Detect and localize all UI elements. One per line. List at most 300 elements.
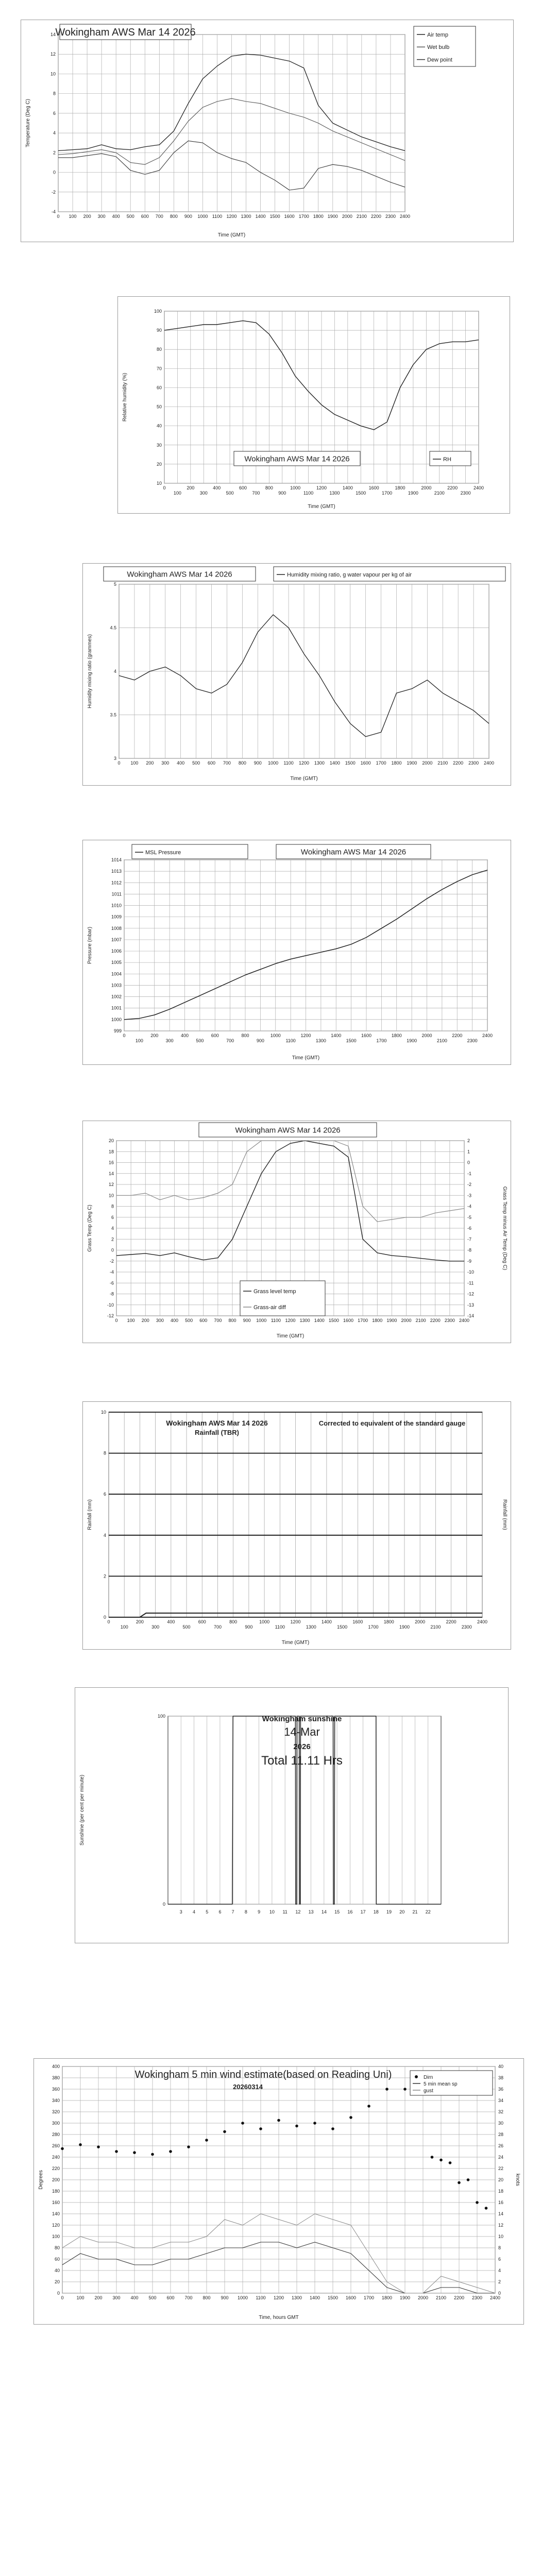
panel-mixing-ratio (82, 563, 511, 786)
x-tick-label: 100 (135, 1038, 143, 1043)
legend-label: Grass-air diff (253, 1304, 286, 1311)
x-tick-label: 3 (179, 1909, 182, 1914)
x-tick-label: 2300 (385, 214, 396, 219)
y-right-tick-label: -11 (467, 1280, 474, 1286)
legend-label: MSL Pressure (145, 850, 181, 856)
x-axis-label: Time (GMT) (290, 776, 318, 782)
y-right-tick-label: 4 (498, 2268, 501, 2273)
y-tick-label: 1004 (111, 971, 122, 977)
direction-point (151, 2153, 154, 2156)
y-right-tick-label: 26 (498, 2143, 504, 2148)
y-tick-label: 40 (54, 2268, 60, 2273)
chart-mixing-ratio (83, 564, 511, 785)
x-tick-label: 1700 (358, 1318, 368, 1323)
y-tick-label: 10 (100, 1410, 106, 1415)
x-tick-label: 1000 (290, 485, 301, 490)
x-tick-label: 100 (69, 214, 77, 219)
y-tick-label: 14 (50, 32, 56, 37)
y-tick-label: 10 (156, 481, 162, 486)
y-right-tick-label: -7 (467, 1236, 472, 1242)
y-tick-label: 1006 (111, 948, 122, 954)
x-tick-label: 2200 (430, 1318, 441, 1323)
x-tick-label: 300 (161, 760, 170, 766)
y-tick-label: 60 (54, 2257, 60, 2262)
x-tick-label: 1100 (275, 1624, 285, 1630)
x-tick-label: 1300 (314, 760, 325, 766)
x-tick-label: 500 (226, 490, 234, 496)
y-tick-label: 30 (156, 442, 162, 448)
y-tick-label: 0 (111, 1247, 114, 1253)
chart-pressure (83, 840, 511, 1064)
x-tick-label: 2300 (471, 2295, 483, 2300)
y-right-tick-label: -5 (467, 1214, 472, 1220)
y-tick-label: 1012 (111, 880, 122, 886)
x-tick-label: 500 (182, 1624, 191, 1630)
y-tick-label: 320 (52, 2109, 60, 2114)
y-tick-label: 260 (52, 2143, 60, 2148)
chart-title: Wokingham AWS Mar 14 2026 (244, 454, 350, 464)
x-tick-label: 1500 (269, 214, 280, 219)
y-tick-label: 4 (111, 1226, 114, 1231)
x-tick-label: 1600 (368, 485, 379, 490)
x-tick-label: 1900 (327, 214, 338, 219)
x-tick-label: 1400 (329, 760, 340, 766)
x-axis-label: Time (GMT) (292, 1055, 320, 1061)
y-tick-label: 380 (52, 2075, 60, 2080)
direction-point (349, 2116, 352, 2119)
x-tick-label: 500 (185, 1318, 193, 1323)
x-tick-label: 1200 (285, 1318, 296, 1323)
direction-point (403, 2088, 407, 2091)
direction-point (439, 2159, 443, 2162)
y-tick-label: 90 (156, 328, 162, 333)
panel-sunshine (75, 1687, 509, 1943)
x-tick-label: 900 (245, 1624, 253, 1630)
direction-point (115, 2150, 118, 2153)
x-tick-label: 1400 (309, 2295, 320, 2300)
x-tick-label: 600 (239, 485, 247, 490)
y-right-tick-label: 1 (467, 1149, 470, 1155)
y-tick-label: 0 (103, 1615, 106, 1620)
y-right-tick-label: 16 (498, 2200, 504, 2205)
direction-point (458, 2181, 461, 2184)
x-tick-label: 5 (206, 1909, 209, 1914)
x-tick-label: 2100 (356, 214, 367, 219)
y-tick-label: -4 (109, 1269, 114, 1275)
x-tick-label: 2000 (342, 214, 352, 219)
y-tick-label: 100 (52, 2234, 60, 2239)
y-tick-label: 360 (52, 2087, 60, 2092)
x-tick-label: 13 (308, 1909, 314, 1914)
x-tick-label: 400 (167, 1619, 175, 1624)
legend-label: Dirn (424, 2075, 433, 2080)
x-tick-label: 200 (94, 2295, 103, 2300)
x-tick-label: 2200 (447, 485, 458, 490)
x-tick-label: 400 (213, 485, 221, 490)
x-tick-label: 1500 (327, 2295, 339, 2300)
x-tick-label: 400 (130, 2295, 139, 2300)
x-tick-label: 12 (295, 1909, 301, 1914)
y-tick-label: -2 (51, 189, 56, 195)
x-tick-label: 2100 (436, 1038, 447, 1043)
chart-title: Wokingham AWS Mar 14 2026 (235, 1126, 341, 1135)
direction-point (449, 2161, 452, 2164)
y-tick-label: 1011 (111, 891, 122, 897)
y-right-tick-label: -1 (467, 1171, 472, 1176)
x-tick-label: 200 (150, 1033, 159, 1038)
chart-subtitle: 20260314 (233, 2083, 263, 2091)
y-tick-label: -2 (109, 1258, 114, 1264)
y-tick-label: 2 (103, 1573, 106, 1579)
y-tick-label: 8 (103, 1450, 106, 1456)
panel-humidity (117, 296, 510, 514)
x-tick-label: 600 (141, 214, 149, 219)
x-tick-label: 1700 (376, 760, 386, 766)
chart-wind (34, 2059, 523, 2324)
y-tick-label: 1007 (111, 937, 122, 942)
y-tick-label: 14 (108, 1171, 114, 1176)
x-tick-label: 400 (177, 760, 185, 766)
y-tick-label: 0 (162, 1902, 165, 1907)
x-tick-label: 1300 (315, 1038, 326, 1043)
x-tick-label: 1800 (383, 1619, 394, 1624)
x-tick-label: 800 (228, 1318, 236, 1323)
x-tick-label: 0 (61, 2295, 64, 2300)
x-tick-label: 1000 (256, 1318, 267, 1323)
y-right-tick-label: 0 (498, 2291, 501, 2296)
x-tick-label: 1300 (329, 490, 340, 496)
y-tick-label: 10 (108, 1193, 114, 1198)
y-right-tick-label: -12 (467, 1291, 475, 1297)
x-tick-label: 1100 (256, 2295, 266, 2300)
x-tick-label: 4 (192, 1909, 195, 1914)
x-tick-label: 1900 (386, 1318, 397, 1323)
x-tick-label: 2400 (482, 1033, 493, 1038)
x-tick-label: 16 (347, 1909, 353, 1914)
chart-grass-temp (83, 1121, 511, 1343)
y-axis-label: Relative humidity (%) (122, 372, 128, 422)
y-tick-label: 4 (103, 1532, 106, 1538)
x-tick-label: 700 (226, 1038, 234, 1043)
y-tick-label: 6 (53, 110, 56, 116)
x-tick-label: 0 (57, 214, 60, 219)
direction-point (133, 2151, 136, 2154)
x-tick-label: 10 (269, 1909, 275, 1914)
y-tick-label: 3 (113, 756, 116, 761)
chart-note: Corrected to equivalent of the standard gauge (318, 1419, 466, 1427)
y-right-tick-label: 22 (498, 2166, 504, 2171)
y-right-axis-label: Rainfall (mm) (502, 1499, 508, 1530)
x-tick-label: 300 (199, 490, 208, 496)
x-tick-label: 1100 (303, 490, 314, 496)
y-right-tick-label: -2 (467, 1182, 472, 1187)
x-tick-label: 700 (214, 1318, 222, 1323)
chart-title: Wokingham AWS Mar 14 2026 (127, 570, 232, 579)
y-tick-label: 1001 (111, 1005, 122, 1011)
x-tick-label: 11 (282, 1909, 288, 1914)
y-right-axis-label: knots (515, 2174, 520, 2186)
y-tick-label: 200 (52, 2177, 60, 2182)
y-right-tick-label: 24 (498, 2155, 504, 2160)
x-tick-label: 500 (192, 760, 200, 766)
y-tick-label: 1000 (111, 1016, 122, 1022)
y-right-tick-label: -9 (467, 1258, 472, 1264)
y-tick-label: 12 (108, 1182, 114, 1187)
x-tick-label: 300 (151, 1624, 160, 1630)
x-tick-label: 100 (76, 2295, 84, 2300)
x-tick-label: 1600 (345, 2295, 357, 2300)
y-tick-label: -4 (51, 209, 56, 214)
direction-point (79, 2143, 82, 2146)
y-tick-label: 140 (52, 2211, 60, 2216)
y-axis-label: Rainfall (mm) (87, 1499, 93, 1530)
x-tick-label: 600 (198, 1619, 206, 1624)
x-tick-label: 400 (170, 1318, 179, 1323)
y-tick-label: 3.5 (110, 712, 116, 718)
chart-sunshine (75, 1688, 508, 1943)
y-right-tick-label: 40 (498, 2064, 504, 2069)
y-right-tick-label: 38 (498, 2075, 504, 2080)
x-tick-label: 19 (386, 1909, 392, 1914)
x-tick-label: 900 (253, 760, 262, 766)
x-tick-label: 200 (141, 1318, 149, 1323)
x-tick-label: 1900 (408, 490, 418, 496)
x-tick-label: 1900 (407, 760, 417, 766)
direction-point (277, 2119, 280, 2122)
direction-point (476, 2201, 479, 2204)
x-tick-label: 2400 (483, 760, 495, 766)
x-tick-label: 1800 (391, 1033, 402, 1038)
y-tick-label: 4 (113, 669, 116, 674)
y-tick-label: 220 (52, 2166, 60, 2171)
x-tick-label: 1400 (255, 214, 266, 219)
x-tick-label: 2100 (437, 760, 448, 766)
y-right-tick-label: -3 (467, 1193, 472, 1198)
x-tick-label: 1800 (391, 760, 402, 766)
direction-point (313, 2122, 316, 2125)
y-tick-label: -6 (109, 1280, 114, 1286)
x-tick-label: 2000 (421, 1033, 432, 1038)
legend-label: Air temp (427, 31, 448, 38)
x-tick-label: 1700 (382, 490, 393, 496)
x-tick-label: 9 (258, 1909, 261, 1914)
panel-pressure (82, 840, 511, 1065)
x-tick-label: 1300 (291, 2295, 302, 2300)
y-tick-label: 1014 (111, 857, 122, 862)
x-tick-label: 700 (155, 214, 163, 219)
x-tick-label: 500 (196, 1038, 204, 1043)
y-right-axis-label: Grass Temp minus Air Temp (Deg C) (502, 1186, 508, 1270)
x-tick-label: 1600 (284, 214, 295, 219)
y-tick-label: 240 (52, 2155, 60, 2160)
x-tick-label: 1000 (259, 1619, 270, 1624)
y-right-tick-label: 6 (498, 2257, 501, 2262)
x-tick-label: 2000 (401, 1318, 412, 1323)
y-tick-label: 2 (53, 150, 56, 156)
y-tick-label: 12 (50, 52, 56, 57)
x-tick-label: 2400 (489, 2295, 501, 2300)
direction-point (205, 2139, 208, 2142)
x-tick-label: 2300 (461, 1624, 472, 1630)
legend-label: Humidity mixing ratio, g water vapour per kg of air (287, 572, 412, 579)
x-tick-label: 2000 (422, 760, 433, 766)
x-tick-label: 1200 (316, 485, 327, 490)
x-tick-label: 1200 (298, 760, 310, 766)
x-tick-label: 2200 (453, 2295, 465, 2300)
x-tick-label: 500 (126, 214, 134, 219)
x-tick-label: 400 (180, 1033, 189, 1038)
chart-temperature (21, 20, 513, 242)
x-tick-label: 2300 (467, 1038, 478, 1043)
legend-label: 5 min mean sp (424, 2081, 458, 2087)
x-tick-label: 800 (170, 214, 178, 219)
direction-point (431, 2156, 434, 2159)
chart-title: Wokingham AWS Mar 14 2026 (166, 1419, 268, 1427)
x-tick-label: 400 (112, 214, 120, 219)
x-tick-label: 0 (115, 1318, 118, 1323)
x-tick-label: 300 (165, 1038, 174, 1043)
x-tick-label: 1400 (321, 1619, 332, 1624)
chart-total: Total 11.11 Hrs (261, 1754, 343, 1768)
y-right-tick-label: -4 (467, 1204, 472, 1209)
y-right-tick-label: 34 (498, 2098, 504, 2103)
x-tick-label: 0 (117, 760, 121, 766)
x-tick-label: 2200 (370, 214, 381, 219)
x-tick-label: 700 (184, 2295, 193, 2300)
y-tick-label: 1002 (111, 994, 122, 999)
direction-point (97, 2145, 100, 2148)
x-tick-label: 2100 (415, 1318, 426, 1323)
y-tick-label: 10 (50, 71, 56, 77)
x-tick-label: 1200 (273, 2295, 284, 2300)
legend-label: RH (443, 456, 451, 463)
y-tick-label: 50 (156, 404, 162, 410)
x-tick-label: 100 (120, 1624, 128, 1630)
y-right-tick-label: -8 (467, 1247, 472, 1253)
y-tick-label: 20 (54, 2279, 60, 2284)
x-axis-label: Time, hours GMT (259, 2315, 299, 2320)
y-tick-label: 1009 (111, 914, 122, 920)
y-tick-label: 18 (108, 1149, 114, 1155)
chart-title: Wokingham sunshine (262, 1715, 342, 1723)
y-axis-label: Temperature (Deg C) (25, 99, 31, 147)
y-tick-label: 5 (113, 582, 116, 587)
x-tick-label: 1100 (270, 1318, 281, 1323)
y-tick-label: 0 (57, 2291, 60, 2296)
y-tick-label: 4 (53, 130, 56, 136)
x-tick-label: 300 (156, 1318, 164, 1323)
x-tick-label: 1500 (346, 1038, 357, 1043)
direction-point (241, 2122, 244, 2125)
x-tick-label: 2400 (477, 1619, 488, 1624)
x-tick-label: 2100 (434, 490, 445, 496)
x-tick-label: 21 (412, 1909, 418, 1914)
x-tick-label: 15 (334, 1909, 340, 1914)
y-right-tick-label: 10 (498, 2234, 504, 2239)
x-tick-label: 2300 (468, 760, 479, 766)
x-tick-label: 2400 (399, 214, 411, 219)
x-tick-label: 0 (107, 1619, 110, 1624)
x-tick-label: 800 (238, 760, 246, 766)
x-tick-label: 1200 (226, 214, 237, 219)
y-tick-label: 70 (156, 366, 162, 371)
x-tick-label: 1800 (372, 1318, 383, 1323)
panel-rainfall (82, 1401, 511, 1650)
legend-label: Wet bulb (427, 44, 450, 51)
direction-point (467, 2178, 470, 2181)
x-tick-label: 1100 (283, 760, 294, 766)
x-tick-label: 2200 (446, 1619, 457, 1624)
x-tick-label: 900 (278, 490, 286, 496)
x-tick-label: 2400 (473, 485, 484, 490)
direction-point (485, 2207, 488, 2210)
x-tick-label: 1900 (407, 1038, 417, 1043)
y-tick-label: 16 (108, 1160, 114, 1165)
x-tick-label: 2000 (415, 1619, 426, 1624)
chart-date: 14-Mar (284, 1725, 320, 1738)
y-tick-label: 0 (53, 170, 56, 175)
x-tick-label: 2000 (417, 2295, 429, 2300)
panel-temperature (21, 20, 514, 242)
x-tick-label: 300 (97, 214, 106, 219)
x-axis-label: Time (GMT) (281, 1640, 310, 1646)
y-right-tick-label: 0 (467, 1160, 470, 1165)
y-right-tick-label: 18 (498, 2189, 504, 2194)
y-right-tick-label: 2 (498, 2279, 501, 2284)
chart-rainfall (83, 1402, 511, 1649)
x-tick-label: 900 (221, 2295, 229, 2300)
x-tick-label: 500 (148, 2295, 157, 2300)
direction-point (223, 2130, 226, 2133)
x-tick-label: 1300 (241, 214, 251, 219)
x-tick-label: 700 (223, 760, 231, 766)
x-tick-label: 1700 (368, 1624, 379, 1630)
y-tick-label: 8 (111, 1204, 114, 1209)
chart-year: 2026 (293, 1742, 311, 1751)
y-tick-label: 100 (154, 309, 162, 314)
y-right-tick-label: 32 (498, 2109, 504, 2114)
x-tick-label: 100 (127, 1318, 135, 1323)
direction-point (61, 2147, 64, 2150)
y-tick-label: 340 (52, 2098, 60, 2103)
x-tick-label: 200 (136, 1619, 144, 1624)
direction-point (169, 2150, 172, 2153)
x-tick-label: 600 (166, 2295, 175, 2300)
x-tick-label: 1200 (290, 1619, 301, 1624)
y-right-tick-label: 2 (467, 1138, 470, 1143)
x-tick-label: 1900 (399, 2295, 411, 2300)
x-tick-label: 1600 (361, 1033, 372, 1038)
panel-wind (33, 2058, 524, 2325)
y-tick-label: 20 (156, 461, 162, 467)
y-tick-label: 80 (54, 2245, 60, 2250)
x-tick-label: 700 (213, 1624, 222, 1630)
chart-title: Wokingham AWS Mar 14 2026 (55, 27, 196, 38)
direction-point (367, 2105, 370, 2108)
y-right-tick-label: 8 (498, 2245, 501, 2250)
x-tick-label: 1000 (268, 760, 279, 766)
x-tick-label: 1400 (342, 485, 353, 490)
legend-swatch (415, 2075, 418, 2078)
y-tick-label: 6 (111, 1214, 114, 1220)
x-tick-label: 600 (211, 1033, 219, 1038)
y-right-tick-label: 20 (498, 2177, 504, 2182)
x-tick-label: 1100 (285, 1038, 296, 1043)
x-tick-label: 18 (373, 1909, 379, 1914)
x-tick-label: 2200 (452, 1033, 463, 1038)
y-tick-label: 100 (157, 1714, 165, 1719)
y-right-tick-label: 28 (498, 2132, 504, 2137)
